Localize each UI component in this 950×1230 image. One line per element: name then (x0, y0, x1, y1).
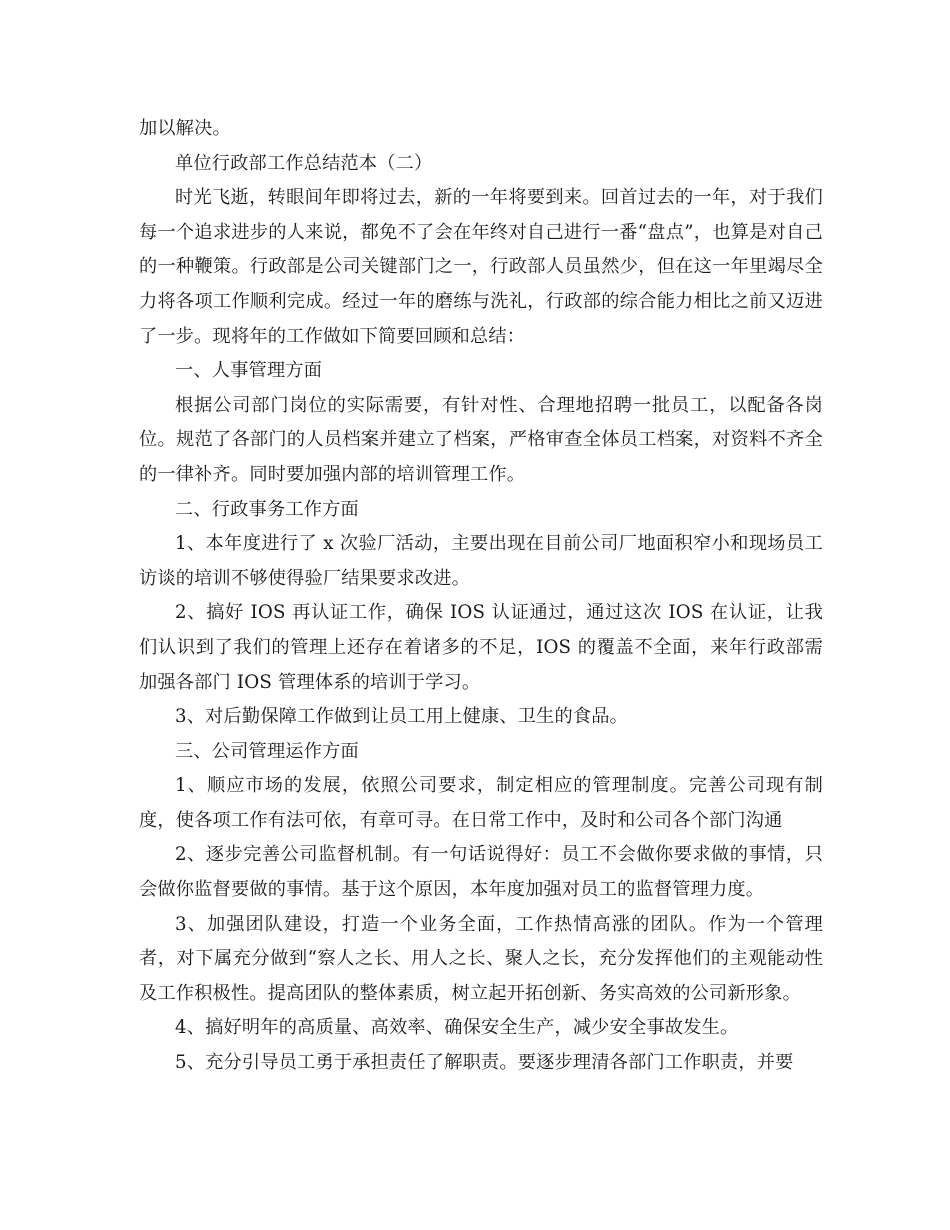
list-item-management-1: 1、顺应市场的发展，依照公司要求，制定相应的管理制度。完善公司现有制度，使各项工作有法可依，有章可寻。在日常工作中，及时和公司各个部门沟通 (139, 775, 823, 831)
list-item-admin-1: 1、本年度进行了 x 次验厂活动，主要出现在目前公司厂地面积窄小和现场员工访谈的培训不够使得验厂结果要求改进。 (139, 533, 823, 589)
list-item-admin-2: 2、搞好 IOS 再认证工作，确保 IOS 认证通过，通过这次 IOS 在认证，让我们认识到了我们的管理上还存在着诸多的不足，IOS 的覆盖不全面，来年行政部需加强各部门 IOS 管理体系的培训于学习。 (139, 602, 823, 693)
heading-admin-affairs: 二、行政事务工作方面 (175, 498, 359, 520)
paragraph-intro: 时光飞逝，转眼间年即将过去，新的一年将要到来。回首过去的一年，对于我们每一个追求进步的人来说，都免不了会在年终对自己进行一番“盘点”，也算是对自己的一种鞭策。行政部是公司关键部门之一，行政部人员虽然少，但在这一年里竭尽全力将各项工作顺利完成。经过一年的磨练与洗礼，行政部的综合能力相比之前又迈进了一步。现将年的工作做如下简要回顾和总结： (139, 187, 823, 347)
list-item-admin-3: 3、对后勤保障工作做到让员工用上健康、卫生的食品。 (175, 706, 629, 728)
heading-hr-management: 一、人事管理方面 (175, 360, 323, 382)
list-item-management-2: 2、逐步完善公司监督机制。有一句话说得好：员工不会做你要求做的事情，只会做你监督要做的事情。基于这个原因，本年度加强对员工的监督管理力度。 (139, 844, 823, 901)
section-title: 单位行政部工作总结范本（二） (175, 152, 433, 174)
heading-company-management: 三、公司管理运作方面 (175, 740, 359, 762)
list-item-management-4: 4、搞好明年的高质量、高效率、确保安全生产，减少安全事故发生。 (175, 1017, 739, 1039)
paragraph-continuation: 加以解决。 (139, 118, 231, 139)
paragraph-hr-management: 根据公司部门岗位的实际需要，有针对性、合理地招聘一批员工，以配备各岗位。规范了各部门的人员档案并建立了档案，严格审查全体员工档案，对资料不齐全的一律补齐。同时要加强内部的培训管理工作。 (139, 394, 823, 485)
list-item-management-3: 3、加强团队建设，打造一个业务全面，工作热情高涨的团队。作为一个管理者，对下属充分做到“察人之长、用人之长、聚人之长，充分发挥他们的主观能动性及工作积极性。提高团队的整体素质，树立起开拓创新、务实高效的公司新形象。 (139, 913, 823, 1004)
list-item-management-5: 5、充分引导员工勇于承担责任了解职责。要逐步理清各部门工作职责，并要 (175, 1052, 794, 1074)
document-body (139, 112, 823, 1081)
